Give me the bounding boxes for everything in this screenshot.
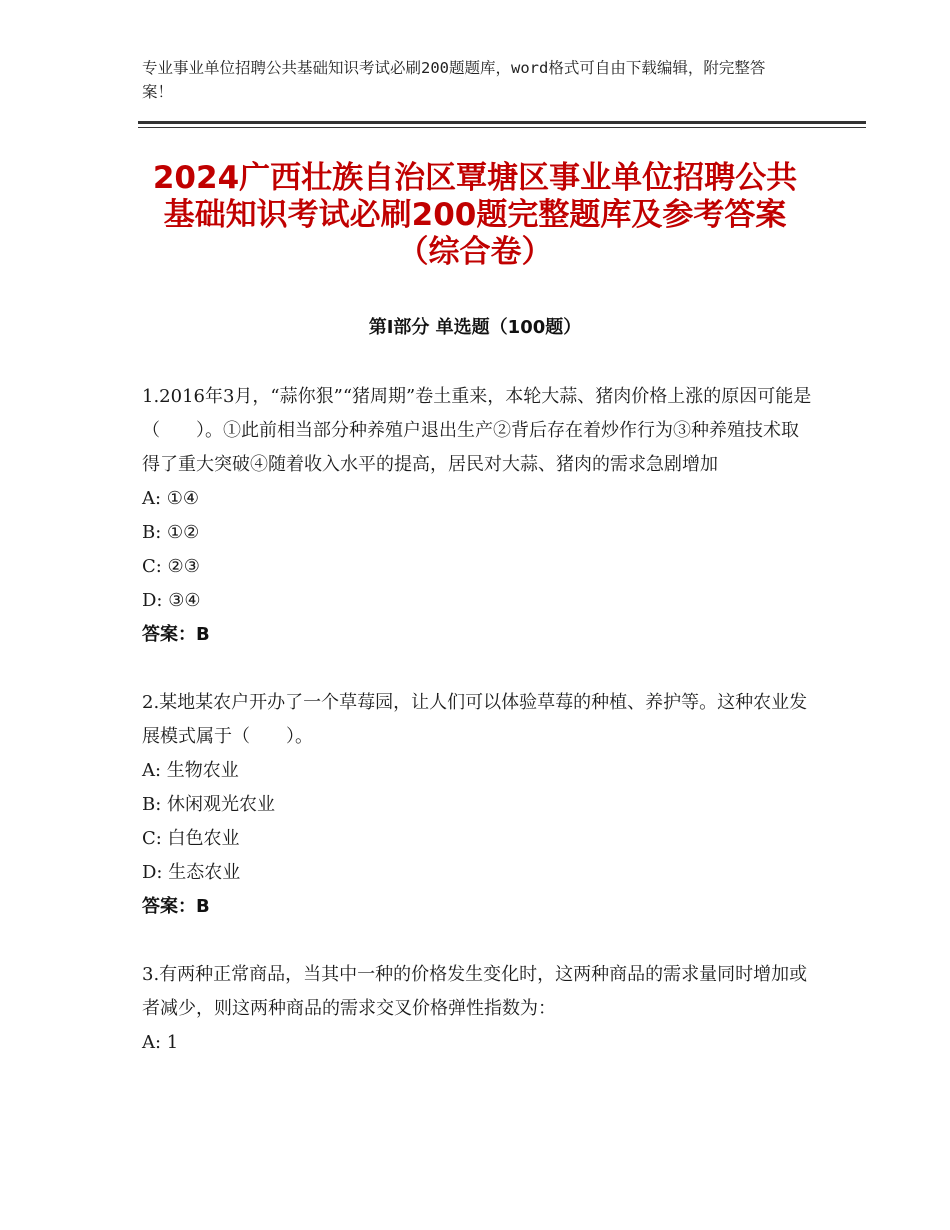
option-b: B: 休闲观光农业 <box>142 794 276 815</box>
section-title: 第Ⅰ部分 单选题（100题） <box>368 317 582 338</box>
header-divider-thick <box>138 121 866 124</box>
option-c: C: 白色农业 <box>142 828 240 849</box>
option-a: A: ①④ <box>142 488 200 509</box>
question-stem: 3.有两种正常商品，当其中一种的价格发生变化时，这两种商品的需求量同时增加或者减少，则这两种商品的需求交叉价格弹性指数为： <box>142 964 808 1019</box>
question-1 <box>142 380 814 652</box>
option-a: A: 1 <box>142 1032 179 1053</box>
answer: 答案：B <box>142 624 210 645</box>
answer: 答案：B <box>142 896 210 917</box>
header-divider-thin <box>138 127 866 128</box>
option-b: B: ①② <box>142 522 200 543</box>
option-c: C: ②③ <box>142 556 200 577</box>
question-list <box>142 380 814 1094</box>
header-note: 专业事业单位招聘公共基础知识考试必刷200题题库，word格式可自由下载编辑，附完整答案！ <box>142 59 766 101</box>
option-a: A: 生物农业 <box>142 760 239 781</box>
question-stem: 2.某地某农户开办了一个草莓园，让人们可以体验草莓的种植、养护等。这种农业发展模式属于（ ）。 <box>142 692 808 747</box>
question-2 <box>142 686 814 924</box>
option-d: D: ③④ <box>142 590 201 611</box>
question-3 <box>142 958 814 1060</box>
question-stem: 1.2016年3月，“蒜你狠”“猪周期”卷土重来，本轮大蒜、猪肉价格上涨的原因可能是（ ）。①此前相当部分种养殖户退出生产②背后存在着炒作行为③种养殖技术取得了重大突破④随着收入水平的提高，居民对大蒜、猪肉的需求急剧增加 <box>142 386 812 475</box>
document-title: 2024广西壮族自治区覃塘区事业单位招聘公共基础知识考试必刷200题完整题库及参考答案（综合卷） <box>152 160 798 270</box>
option-d: D: 生态农业 <box>142 862 241 883</box>
